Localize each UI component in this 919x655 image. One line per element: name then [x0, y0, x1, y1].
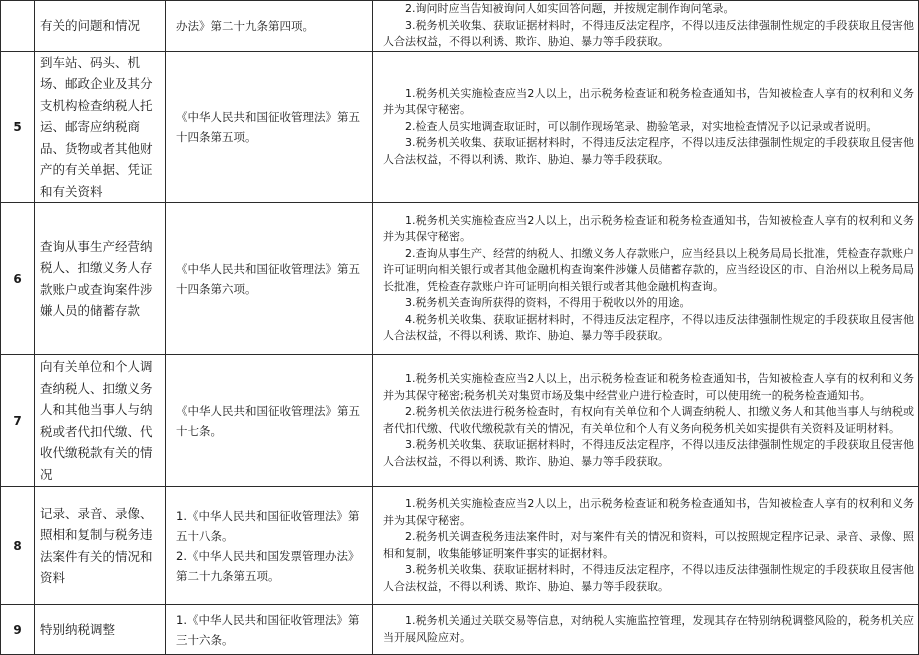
table-row [1, 355, 919, 487]
requirement-paragraph: 3.税务机关收集、获取证据材料时，不得违反法定程序，不得以违反法律强制性规定的手段获取且侵害他人合法权益，不得以利诱、欺诈、胁迫、暴力等手段获取。 [383, 18, 914, 48]
row-number: 8 [1, 487, 35, 605]
item-name: 向有关单位和个人调查纳税人、扣缴义务人和其他当事人与纳税或者代扣代缴、代收代缴税款有关的情况 [35, 355, 166, 487]
requirement-paragraph: 4.税务机关收集、获取证据材料时，不得违反法定程序，不得以违反法律强制性规定的手段获取且侵害他人合法权益，不得以利诱、欺诈、胁迫、暴力等手段获取。 [383, 312, 914, 342]
requirement-paragraph: 3.税务机关收集、获取证据材料时，不得违反法定程序，不得以违反法律强制性规定的手段获取且侵害他人合法权益，不得以利诱、欺诈、胁迫、暴力等手段获取。 [383, 136, 914, 166]
legal-basis: 《中华人民共和国征收管理法》第五十四条第六项。 [166, 203, 373, 355]
legal-basis: 办法》第二十九条第四项。 [166, 1, 373, 52]
requirement-paragraph: 3.税务机关收集、获取证据材料时，不得违反法定程序，不得以违反法律强制性规定的手段获取且侵害他人合法权益，不得以利诱、欺诈、胁迫、暴力等手段获取。 [383, 438, 914, 468]
requirement-paragraph: 1.税务机关实施检查应当2人以上，出示税务检查证和税务检查通知书，告知被检查人享有的权利和义务并为其保守秘密。 [383, 86, 914, 116]
legal-basis: 《中华人民共和国征收管理法》第五十七条。 [166, 355, 373, 487]
requirement-paragraph: 2.询问时应当告知被询问人如实回答问题，并按规定制作询问笔录。 [405, 2, 735, 15]
requirement-paragraph: 1.税务机关实施检查应当2人以上，出示税务检查证和税务检查通知书，告知被检查人享有的权利和义务并为其保守秘密。 [383, 497, 914, 527]
table-row [1, 51, 919, 203]
requirement-paragraph: 1.税务机关通过关联交易等信息，对纳税人实施监控管理，发现其存在特别纳税调整风险的，税务机关应当开展风险应对。 [383, 614, 914, 644]
row-number: 7 [1, 355, 35, 487]
legal-basis: 1.《中华人民共和国征收管理法》第五十八条。 2.《中华人民共和国发票管理办法》第二十九条第五项。 [166, 487, 373, 605]
row-number: 6 [1, 203, 35, 355]
row-number: 9 [1, 605, 35, 655]
requirement-paragraph: 3.税务机关收集、获取证据材料时，不得违反法定程序，不得以违反法律强制性规定的手段获取且侵害他人合法权益，不得以利诱、欺诈、胁迫、暴力等手段获取。 [383, 563, 914, 593]
row-number: 5 [1, 51, 35, 203]
requirement-paragraph: 3.税务机关查询所获得的资料，不得用于税收以外的用途。 [405, 296, 691, 309]
item-name: 记录、录音、录像、照相和复制与税务违法案件有关的情况和资料 [35, 487, 166, 605]
requirements-cell [373, 355, 919, 487]
row-number [1, 1, 35, 52]
table-row [1, 487, 919, 605]
item-name: 有关的问题和情况 [35, 1, 166, 52]
item-name: 特别纳税调整 [35, 605, 166, 655]
requirements-cell [373, 1, 919, 52]
table-row [1, 1, 919, 52]
item-name: 查询从事生产经营纳税人、扣缴义务人存款账户或查询案件涉嫌人员的储蓄存款 [35, 203, 166, 355]
requirements-cell [373, 203, 919, 355]
table-row [1, 605, 919, 655]
requirements-cell [373, 487, 919, 605]
requirements-cell [373, 605, 919, 655]
table-row [1, 203, 919, 355]
requirement-paragraph: 2.检查人员实地调查取证时，可以制作现场笔录、勘验笔录，对实地检查情况予以记录或者说明。 [405, 119, 878, 133]
legal-basis: 《中华人民共和国征收管理法》第五十四条第五项。 [166, 51, 373, 203]
requirement-paragraph: 1.税务机关实施检查应当2人以上，出示税务检查证和税务检查通知书，告知被检查人享有的权利和义务并为其保守秘密;税务机关对集贸市场及集中经营业户进行检查时，可以使用统一的税务检查通知书。 [383, 372, 914, 402]
requirement-paragraph: 2.查询从事生产、经营的纳税人、扣缴义务人存款账户，应当经县以上税务局局长批准，凭检查存款账户许可证明向相关银行或者其他金融机构查询案件涉嫌人员储蓄存款的，应当经设区的市、自治州以上税务局局长批准，凭检查存款账户许可证明向相关银行或者其他金融机构查询。 [383, 246, 914, 293]
requirement-paragraph: 2.税务机关调查税务违法案件时，对与案件有关的情况和资料，可以按照规定程序记录、录音、录像、照相和复制，收集能够证明案件事实的证据材料。 [383, 530, 914, 560]
requirement-paragraph: 2.税务机关依法进行税务检查时，有权向有关单位和个人调查纳税人、扣缴义务人和其他当事人与纳税或者代扣代缴、代收代缴税款有关的情况，有关单位和个人有义务向税务机关如实提供有关资料及证明材料。 [383, 405, 914, 435]
table-body [1, 1, 919, 655]
requirements-cell [373, 51, 919, 203]
item-name: 到车站、码头、机场、邮政企业及其分支机构检查纳税人托运、邮寄应纳税商品、货物或者其他财产的有关单据、凭证和有关资料 [35, 51, 166, 203]
requirement-paragraph: 1.税务机关实施检查应当2人以上，出示税务检查证和税务检查通知书，告知被检查人享有的权利和义务并为其保守秘密。 [383, 213, 914, 243]
legal-basis: 1.《中华人民共和国征收管理法》第三十六条。 [166, 605, 373, 655]
